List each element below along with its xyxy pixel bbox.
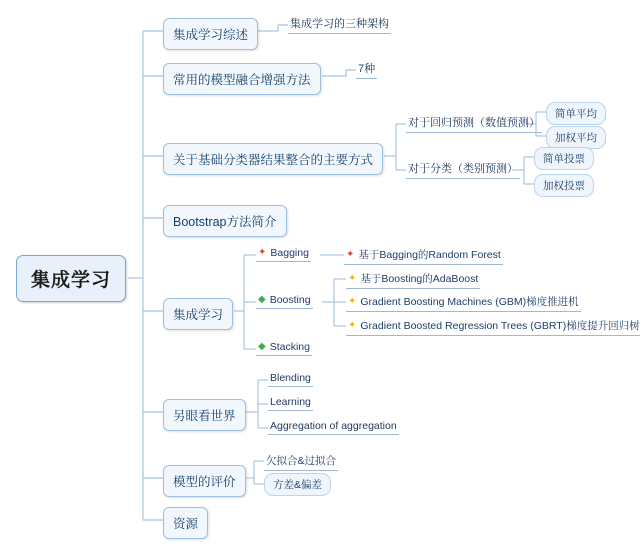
branch-model-evaluation[interactable]: 模型的评价 xyxy=(163,465,246,497)
star-icon: ✦ xyxy=(258,247,267,258)
node-adaboost-label: 基于Boosting的AdaBoost xyxy=(360,273,479,285)
node-gbm-label: Gradient Boosting Machines (GBM)梯度推进机 xyxy=(360,296,579,308)
node-regression-prediction[interactable]: 对于回归预测（数值预测） xyxy=(406,113,542,133)
dot-icon: ◆ xyxy=(258,294,266,305)
node-aggregation-of-aggregation[interactable]: Aggregation of aggregation xyxy=(268,419,399,435)
branch-fusion-methods[interactable]: 常用的模型融合增强方法 xyxy=(163,63,321,95)
star-icon: ✦ xyxy=(348,272,357,284)
node-simple-average[interactable]: 简单平均 xyxy=(546,102,606,125)
node-gbm[interactable] xyxy=(346,293,581,312)
star-icon: ✦ xyxy=(346,248,355,260)
root-node[interactable]: 集成学习 xyxy=(16,255,126,302)
node-gbrt[interactable] xyxy=(346,317,640,336)
branch-ensemble-learning[interactable]: 集成学习 xyxy=(163,298,233,330)
star-icon: ✦ xyxy=(348,319,357,331)
branch-another-view[interactable]: 另眼看世界 xyxy=(163,399,246,431)
dot-icon: ◆ xyxy=(258,341,266,352)
node-random-forest-label: 基于Bagging的Random Forest xyxy=(358,249,501,261)
star-icon: ✦ xyxy=(348,295,357,307)
node-variance-bias[interactable]: 方差&偏差 xyxy=(264,473,331,496)
branch-resources[interactable]: 资源 xyxy=(163,507,208,539)
node-stacking-label: Stacking xyxy=(269,341,310,353)
branch-integration-ways[interactable]: 关于基础分类器结果整合的主要方式 xyxy=(163,143,383,175)
node-three-architectures[interactable]: 集成学习的三种架构 xyxy=(288,14,391,34)
node-seven-kinds[interactable]: 7种 xyxy=(356,59,377,79)
node-stacking[interactable] xyxy=(256,340,312,356)
node-gbrt-label: Gradient Boosted Regression Trees (GBRT)梯度提升回归树 xyxy=(360,320,640,332)
node-classification-prediction[interactable]: 对于分类（类别预测） xyxy=(406,159,520,179)
node-random-forest[interactable] xyxy=(344,246,503,265)
node-boosting-label: Boosting xyxy=(269,294,311,306)
node-weighted-vote[interactable]: 加权投票 xyxy=(534,174,594,197)
node-learning[interactable]: Learning xyxy=(268,395,313,411)
node-weighted-average[interactable]: 加权平均 xyxy=(546,126,606,149)
node-bagging-label: Bagging xyxy=(270,247,309,259)
node-boosting[interactable] xyxy=(256,293,313,309)
node-bagging[interactable] xyxy=(256,246,311,262)
branch-overview[interactable]: 集成学习综述 xyxy=(163,18,258,50)
node-adaboost[interactable] xyxy=(346,270,480,289)
node-simple-vote[interactable]: 简单投票 xyxy=(534,147,594,170)
node-underfit-overfit[interactable]: 欠拟合&过拟合 xyxy=(264,452,338,471)
node-blending[interactable]: Blending xyxy=(268,371,313,387)
branch-bootstrap[interactable]: Bootstrap方法简介 xyxy=(163,205,287,237)
